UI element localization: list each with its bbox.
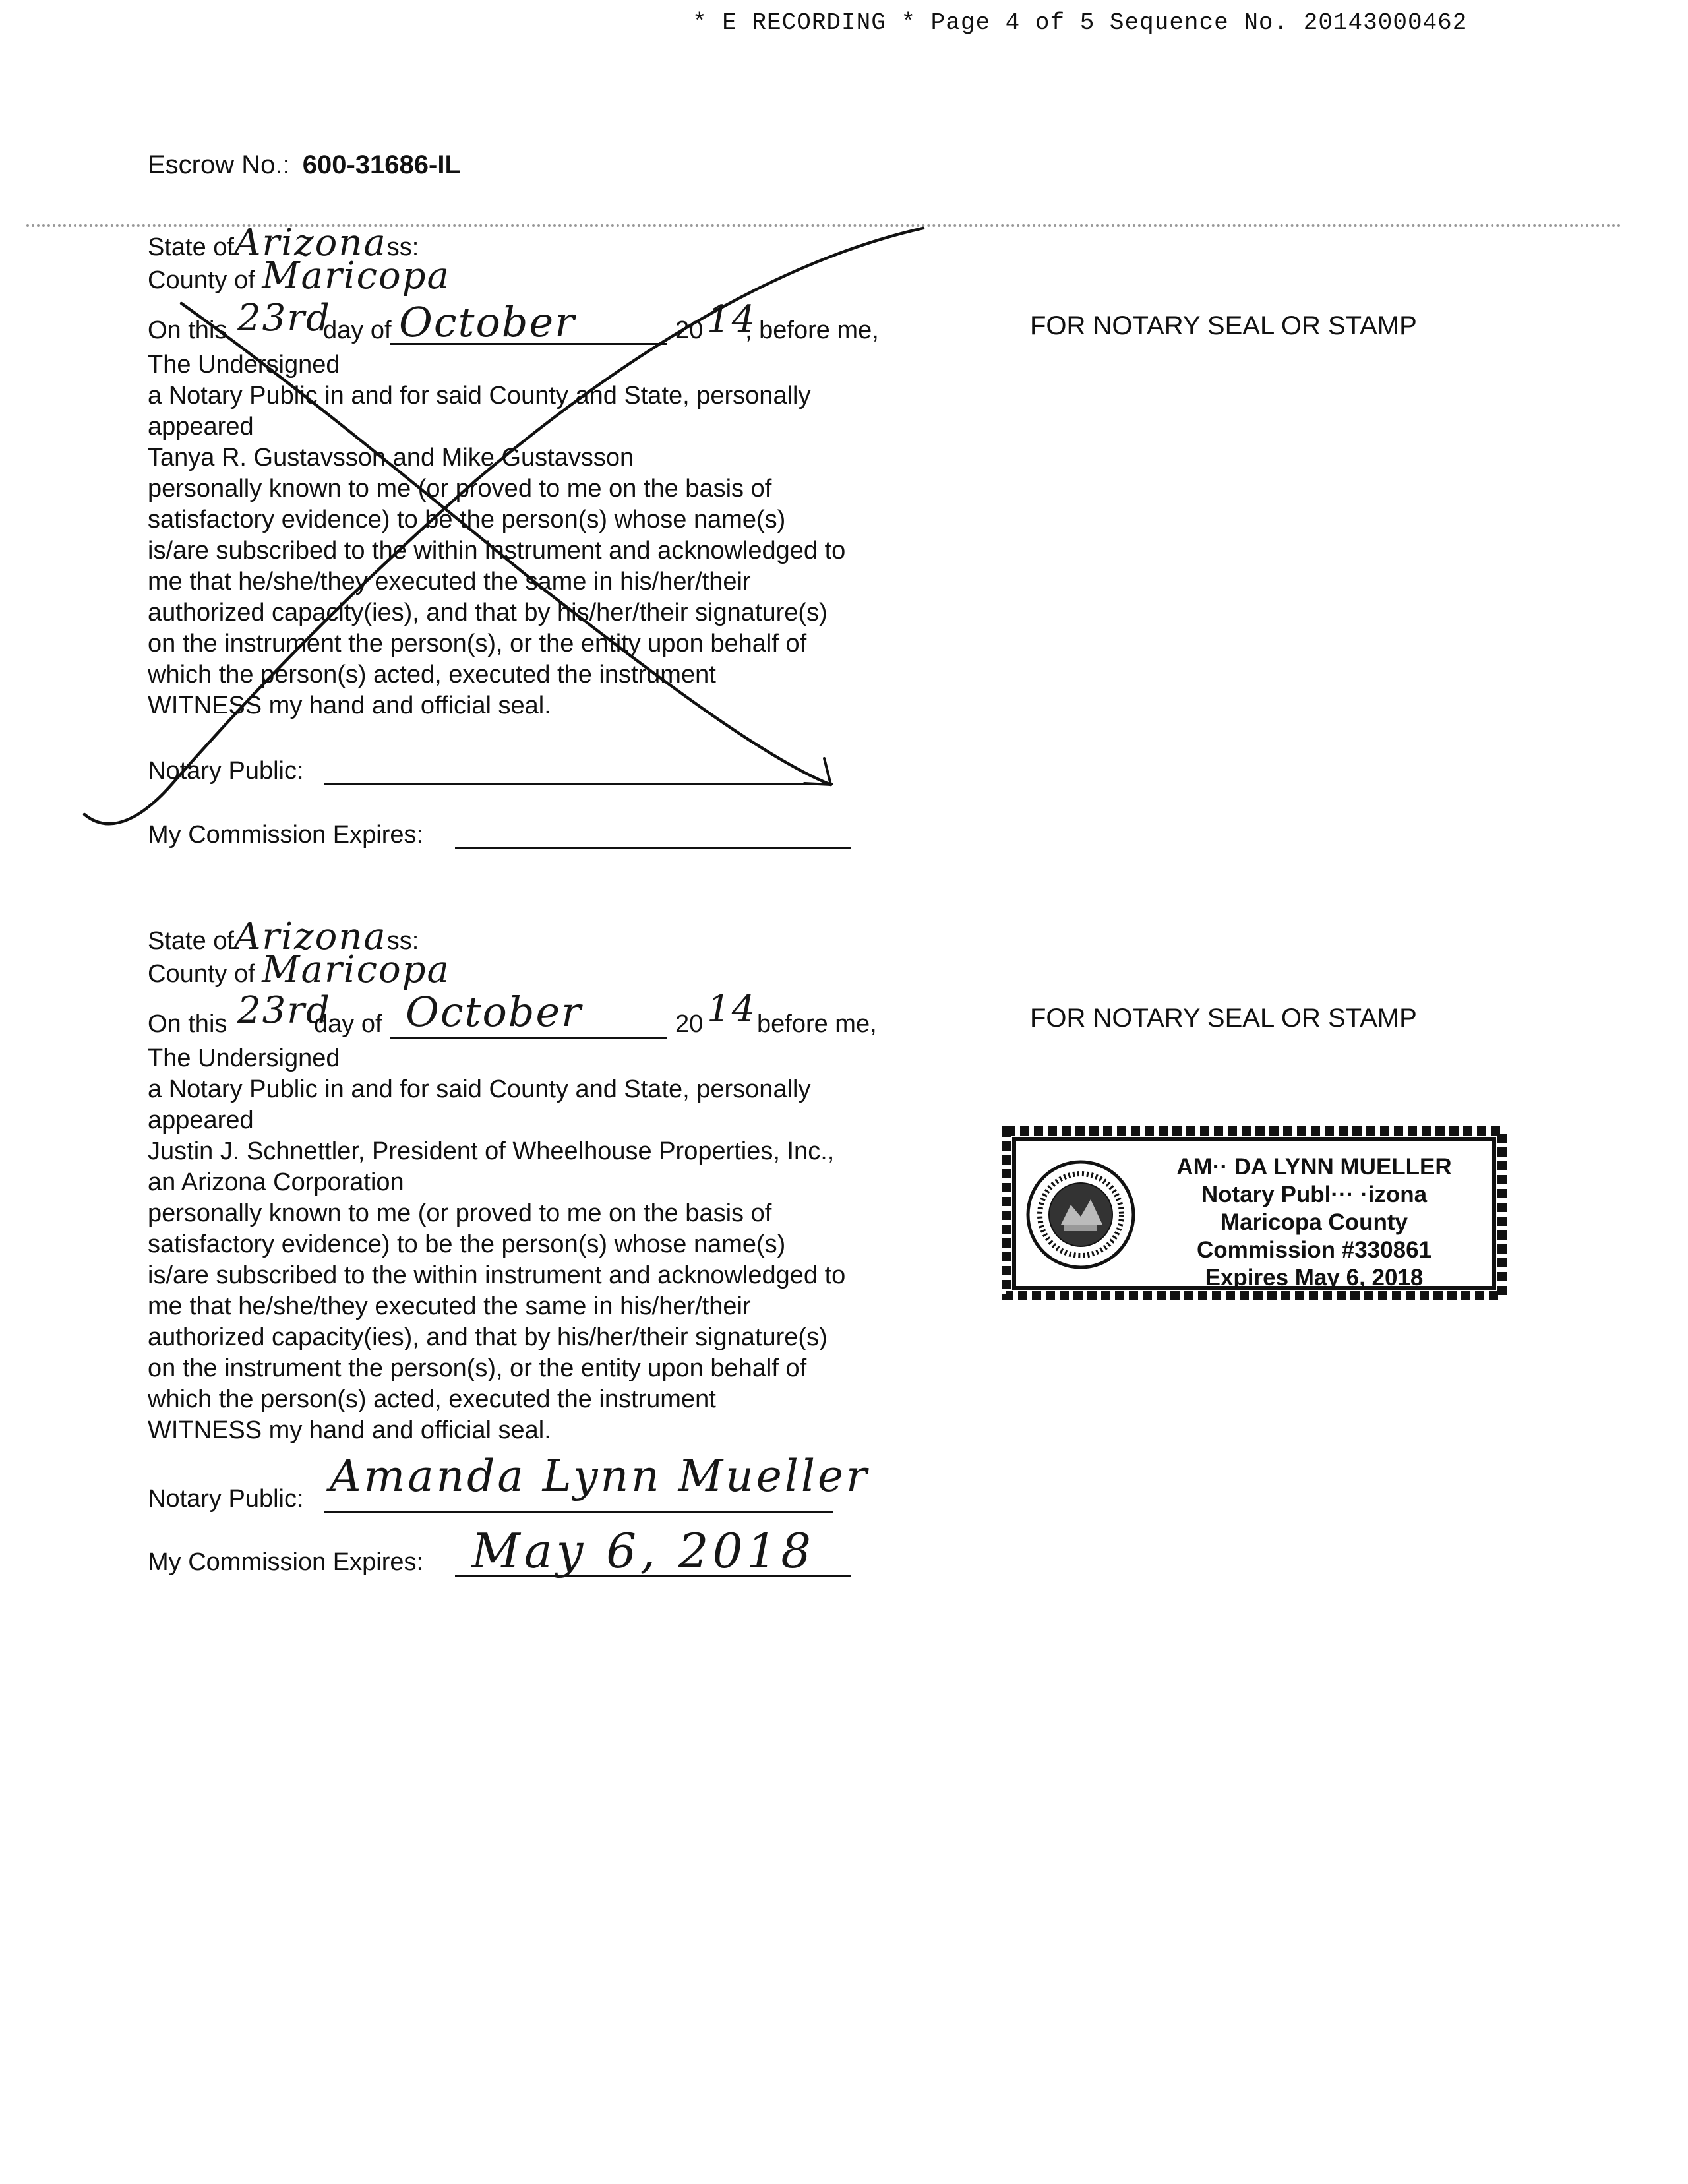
seal-placeholder-label-2: FOR NOTARY SEAL OR STAMP (1030, 1004, 1417, 1033)
escrow-number: 600-31686-IL (302, 150, 461, 179)
county-label: County of (148, 960, 255, 988)
notary-stamp (1002, 1124, 1510, 1306)
ack2-line: a Notary Public in and for said County and State, personally (148, 1076, 811, 1103)
recording-header: * E RECORDING * Page 4 of 5 Sequence No. 20143000462 (692, 9, 1468, 36)
stamp-expiration: Expires May 6, 2018 (1205, 1265, 1424, 1290)
ack1-line: authorized capacity(ies), and that by his/her/their signature(s) (148, 599, 828, 626)
day-of-label-1: day of (323, 317, 392, 344)
commission-label-2: My Commission Expires: (148, 1548, 424, 1576)
ack2-body (148, 1043, 845, 1446)
stamp-notary-name: AM·· DA LYNN MUELLER (1176, 1154, 1452, 1180)
year-prefix-2: 20 (675, 1010, 704, 1038)
county-handwritten: Maricopa (262, 255, 450, 297)
year-handwritten-1: 14 (707, 298, 757, 341)
crossout-mark (66, 218, 936, 851)
stamp-commission-number: Commission #330861 (1196, 1237, 1432, 1263)
escrow-line (148, 150, 461, 180)
ack2-line: personally known to me (or proved to me on the basis of (148, 1199, 772, 1227)
month-underline-2 (390, 1037, 667, 1039)
before-me-1: , before me, (745, 317, 879, 344)
day-handwritten-1: 23rd (237, 297, 331, 340)
ack2-line: appeared (148, 1107, 254, 1134)
ack1-line: personally known to me (or proved to me on the basis of (148, 475, 772, 502)
ack2-line: The Undersigned (148, 1045, 340, 1072)
state-handwritten: Arizona (233, 222, 387, 264)
ack2-line: satisfactory evidence) to be the person(s) whose name(s) (148, 1230, 786, 1258)
state-label: State of (148, 927, 234, 955)
month-handwritten-1: October (399, 298, 576, 346)
ack1-line: WITNESS my hand and official seal. (148, 692, 551, 719)
ss-label: ss: (386, 927, 419, 955)
ack1-line: which the person(s) acted, executed the instrument (148, 661, 716, 688)
notary-public-label-1: Notary Public: (148, 757, 304, 785)
on-this-label-1: On this (148, 317, 227, 344)
seal-placeholder-label-1: FOR NOTARY SEAL OR STAMP (1030, 311, 1417, 340)
notary-signature: Amanda Lynn Mueller (330, 1451, 870, 1502)
month-handwritten-2: October (406, 988, 582, 1036)
on-this-label-2: On this (148, 1010, 227, 1038)
county-label: County of (148, 266, 255, 294)
ack1-line: appeared (148, 413, 254, 440)
year-handwritten-2: 14 (707, 988, 757, 1031)
ack1-line: a Notary Public in and for said County and State, personally (148, 382, 811, 410)
ack2-line: Justin J. Schnettler, President of Wheelhouse Properties, Inc., (148, 1138, 835, 1165)
stamp-notary-title: Notary Publ··· ·izona (1201, 1182, 1428, 1207)
ack1-line: Tanya R. Gustavsson and Mike Gustavsson (148, 444, 634, 471)
ack1-line: The Undersigned (148, 351, 340, 379)
notary-public-line-2 (324, 1511, 833, 1513)
ack1-line: satisfactory evidence) to be the person(s) whose name(s) (148, 506, 786, 533)
ack2-line: which the person(s) acted, executed the instrument (148, 1385, 716, 1413)
ack2-line: WITNESS my hand and official seal. (148, 1416, 551, 1444)
ack1-line: is/are subscribed to the within instrument and acknowledged to (148, 537, 846, 564)
commission-label-1: My Commission Expires: (148, 821, 424, 849)
ack1-line: me that he/she/they executed the same in his/her/their (148, 568, 751, 595)
commission-expiry-handwritten: May 6, 2018 (471, 1523, 816, 1579)
county-line-2 (148, 948, 450, 991)
ack2-line: an Arizona Corporation (148, 1168, 404, 1196)
year-prefix-1: 20 (675, 317, 704, 344)
ack2-line: authorized capacity(ies), and that by his/her/their signature(s) (148, 1323, 828, 1351)
county-handwritten: Maricopa (262, 948, 450, 991)
ack2-line: me that he/she/they executed the same in his/her/their (148, 1292, 751, 1320)
ss-label: ss: (386, 233, 419, 261)
ack1-line: on the instrument the person(s), or the entity upon behalf of (148, 630, 807, 657)
day-of-label-2: day of (314, 1010, 382, 1038)
arizona-state-seal-icon (1025, 1159, 1137, 1271)
ack2-line: is/are subscribed to the within instrument and acknowledged to (148, 1261, 846, 1289)
before-me-2: before me, (757, 1010, 877, 1038)
escrow-label: Escrow No.: (148, 150, 290, 179)
ack2-line: on the instrument the person(s), or the entity upon behalf of (148, 1354, 807, 1382)
notary-public-label-2: Notary Public: (148, 1485, 304, 1513)
stamp-text-block (1139, 1153, 1489, 1292)
state-handwritten: Arizona (233, 915, 387, 958)
state-label: State of (148, 233, 234, 261)
stamp-county: Maricopa County (1221, 1209, 1408, 1235)
day-handwritten-2: 23rd (237, 989, 331, 1032)
